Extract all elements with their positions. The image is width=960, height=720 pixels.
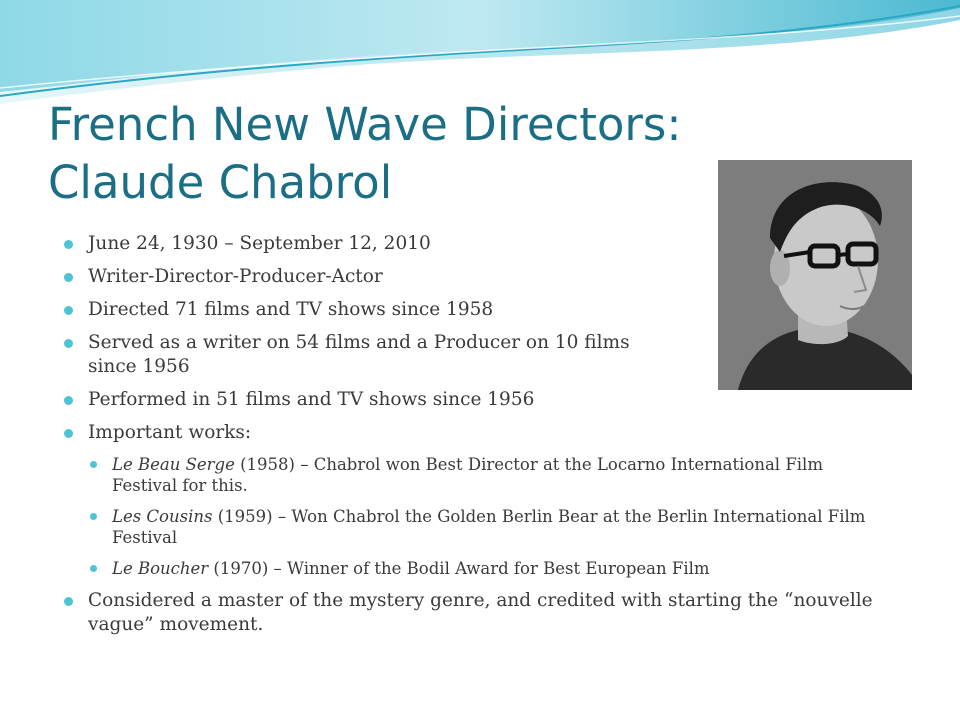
work-title: Le Beau Serge	[112, 455, 235, 474]
work-detail: (1959) – Won Chabrol the Golden Berlin Bear at the Berlin International Film Festival	[112, 507, 866, 547]
bullet-important-works	[64, 421, 904, 579]
work-detail: (1958) – Chabrol won Best Director at the Locarno International Film Festival for this.	[112, 455, 823, 495]
header-wave-decoration	[0, 0, 960, 110]
bullet-dates: June 24, 1930 – September 12, 2010	[64, 232, 904, 256]
work-item	[88, 454, 872, 496]
works-list	[88, 454, 904, 579]
bullet-closing: Considered a master of the mystery genre, and credited with starting the “nouvelle vague” movement.	[64, 589, 908, 637]
slide-title	[48, 96, 728, 212]
bullet-writer-producer: Served as a writer on 54 films and a Producer on 10 films since 1956	[64, 331, 648, 379]
title-line-2: Claude Chabrol	[48, 156, 393, 209]
bullet-performed: Performed in 51 films and TV shows since 1956	[64, 388, 904, 412]
important-works-label: Important works:	[88, 422, 252, 443]
work-detail: (1970) – Winner of the Bodil Award for Best European Film	[208, 559, 710, 578]
work-item	[88, 558, 872, 579]
work-title: Les Cousins	[112, 507, 213, 526]
bullet-directed: Directed 71 films and TV shows since 1958	[64, 298, 904, 322]
bullet-roles: Writer-Director-Producer-Actor	[64, 265, 904, 289]
work-title: Le Boucher	[112, 559, 209, 578]
bullet-list	[64, 232, 904, 646]
work-item	[88, 506, 872, 548]
title-line-1: French New Wave Directors:	[48, 98, 682, 151]
